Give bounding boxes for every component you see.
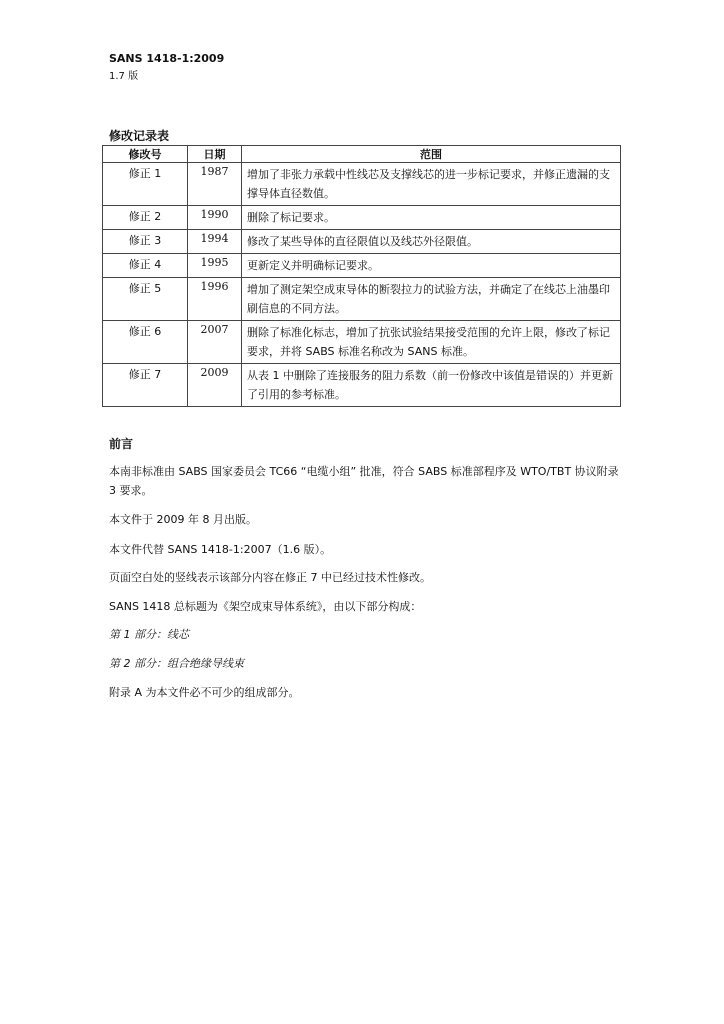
foreword-paragraph-supersedes: 本文件代替 SANS 1418-1:2007（1.6 版）。: [109, 543, 332, 556]
table-row: [103, 206, 621, 230]
column-header-date: 日期: [188, 146, 242, 163]
foreword-paragraph-publication: 本文件于 2009 年 8 月出版。: [109, 513, 257, 526]
part-1-title: 第 1 部分：线芯: [109, 628, 189, 641]
amendment-table-title: 修改记录表: [109, 129, 170, 143]
column-header-number: 修改号: [103, 146, 188, 163]
table-header-row: [103, 146, 621, 163]
edition-label: 1.7 版: [109, 71, 139, 82]
foreword-paragraph-approval: 本南非标准由 SABS 国家委员会 TC66 “电缆小组” 批准，符合 SABS 标准部程序及 WTO/TBT 协议附录 3 要求。: [109, 465, 619, 497]
foreword-paragraph-margin-note: 页面空白处的竖线表示该部分内容在修正 7 中已经过技术性修改。: [109, 571, 431, 584]
amendment-scope: 更新定义并明确标记要求。: [242, 254, 621, 278]
foreword-paragraph-parts-intro: SANS 1418 总标题为《架空成束导体系统》，由以下部分构成：: [109, 600, 422, 613]
amendment-number: 修正 3: [103, 230, 188, 254]
amendment-date: 1996: [188, 278, 242, 321]
amendment-scope: 删除了标记要求。: [242, 206, 621, 230]
table-row: [103, 163, 621, 206]
amendment-scope: 从表 1 中删除了连接服务的阻力系数（前一份修改中该值是错误的）并更新了引用的参考标准。: [242, 364, 621, 407]
amendment-number: 修正 7: [103, 364, 188, 407]
amendment-number: 修正 1: [103, 163, 188, 206]
amendment-date: 1994: [188, 230, 242, 254]
amendment-scope: 删除了标准化标志，增加了抗张试验结果接受范围的允许上限，修改了标记要求，并将 SABS 标准名称改为 SANS 标准。: [242, 321, 621, 364]
table-row: [103, 278, 621, 321]
amendment-scope: 增加了非张力承载中性线芯及支撑线芯的进一步标记要求，并修正遗漏的支撑导体直径数值。: [242, 163, 621, 206]
amendment-date: 2009: [188, 364, 242, 407]
amendment-date: 1987: [188, 163, 242, 206]
amendment-scope: 修改了某些导体的直径限值以及线芯外径限值。: [242, 230, 621, 254]
part-2-title: 第 2 部分：组合绝缘导线束: [109, 657, 244, 670]
column-header-scope: 范围: [242, 146, 621, 163]
amendment-number: 修正 6: [103, 321, 188, 364]
amendment-date: 2007: [188, 321, 242, 364]
table-row: [103, 254, 621, 278]
foreword-paragraph-annex: 附录 A 为本文件必不可少的组成部分。: [109, 686, 300, 699]
table-row: [103, 364, 621, 407]
table-row: [103, 230, 621, 254]
amendment-table: [102, 145, 621, 407]
amendment-number: 修正 4: [103, 254, 188, 278]
amendment-date: 1995: [188, 254, 242, 278]
table-row: [103, 321, 621, 364]
foreword-title: 前言: [109, 437, 134, 451]
amendment-number: 修正 5: [103, 278, 188, 321]
document-id: SANS 1418-1:2009: [109, 52, 225, 65]
amendment-scope: 增加了测定架空成束导体的断裂拉力的试验方法，并确定了在线芯上油墨印刷信息的不同方法。: [242, 278, 621, 321]
amendment-number: 修正 2: [103, 206, 188, 230]
amendment-date: 1990: [188, 206, 242, 230]
